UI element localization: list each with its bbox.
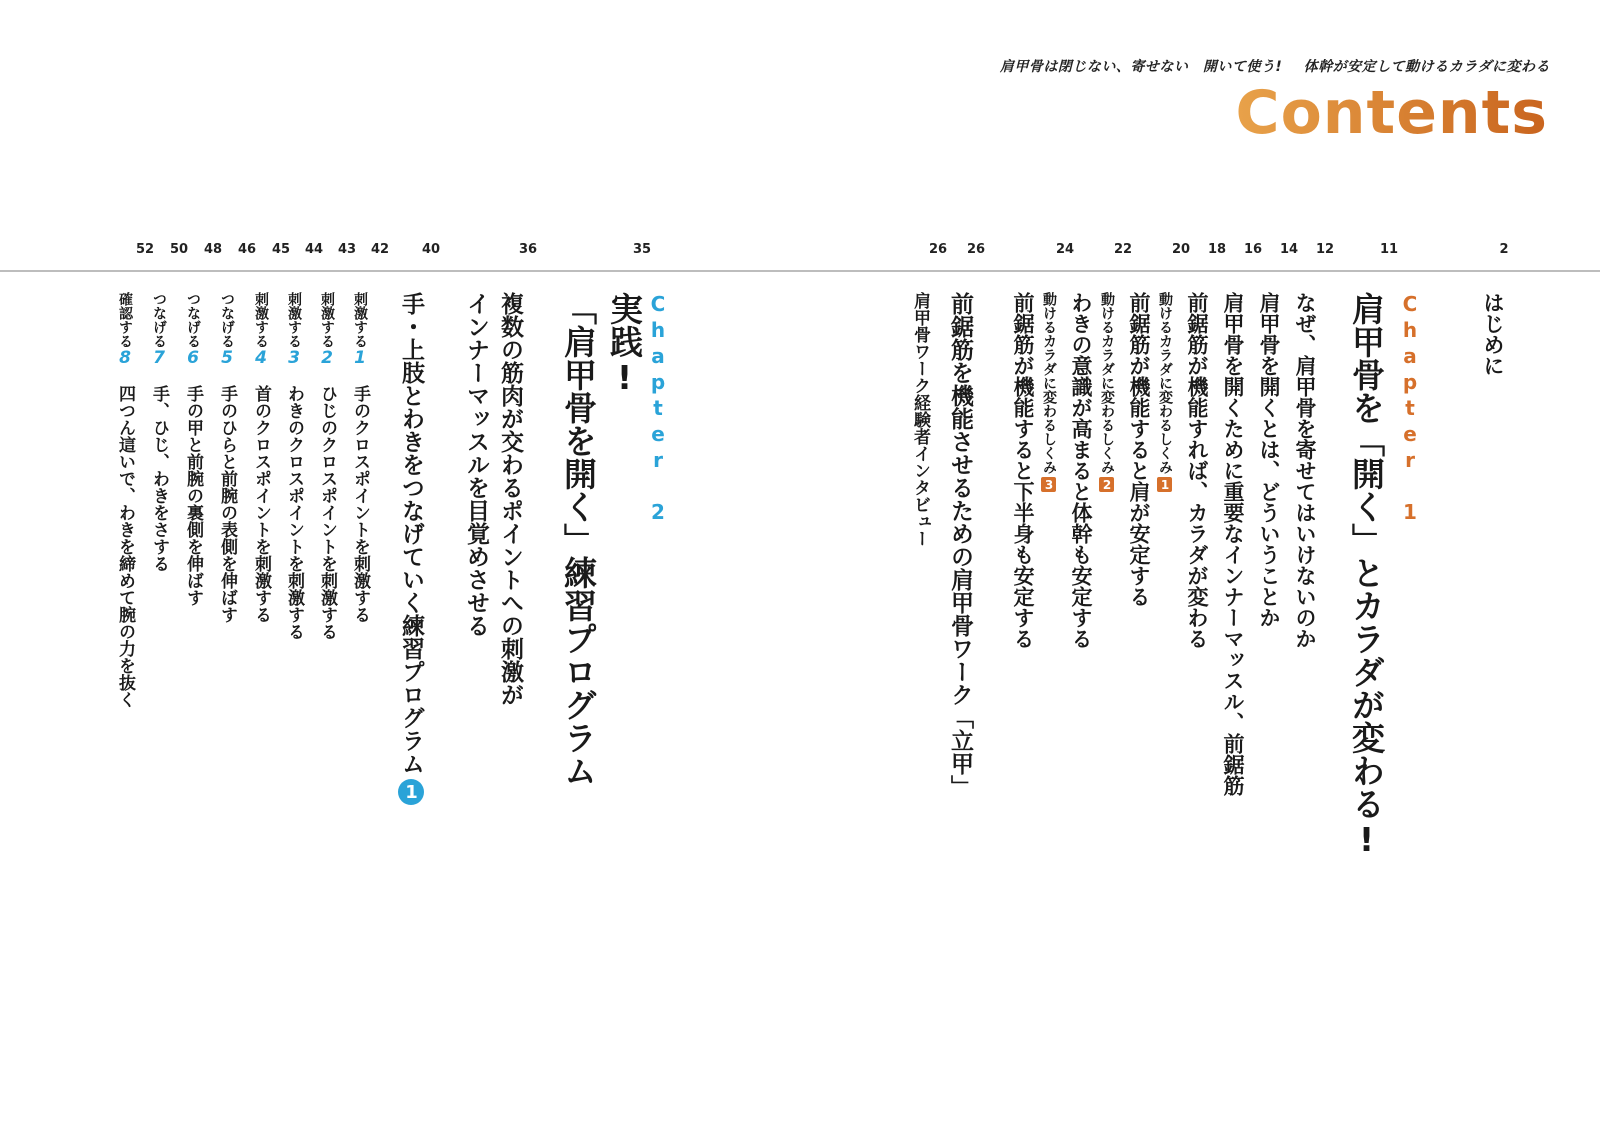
toc-exercise[interactable]	[351, 292, 368, 623]
exercise-prefix: つなげる	[151, 292, 167, 348]
toc-entry-line1[interactable]: 複数の筋肉が交わるポイントへの刺激が	[497, 292, 523, 706]
toc-exercise[interactable]	[218, 292, 235, 623]
page-number: 14	[1279, 242, 1299, 257]
exercise-prefix: 確認する	[117, 292, 133, 348]
toc-exercise[interactable]	[318, 292, 335, 640]
toc-exercise[interactable]	[285, 292, 302, 640]
page-number: 45	[271, 242, 291, 257]
exercise-title: わきのクロスポイントを刺激する	[284, 385, 304, 640]
page-number: 40	[421, 242, 441, 257]
subtitle-right: 体幹が安定して動けるカラダに変わる	[1303, 59, 1550, 75]
toc-entry-introduction[interactable]: はじめに	[1481, 292, 1505, 376]
page-number: 52	[135, 242, 155, 257]
page-number: 20	[1171, 242, 1191, 257]
page-number: 42	[370, 242, 390, 257]
book-subtitle	[984, 56, 1550, 76]
toc-exercise[interactable]	[116, 292, 133, 708]
toc-entry[interactable]: わきの意識が高まると体幹も安定する	[1069, 292, 1093, 649]
toc-subhead[interactable]	[1157, 292, 1172, 492]
page-number: 44	[304, 242, 324, 257]
exercise-prefix: つなげる	[185, 292, 201, 348]
page-number: 26	[966, 242, 986, 257]
exercise-prefix: 刺激する	[253, 292, 269, 348]
exercise-title: 手、ひじ、わきをさする	[149, 385, 169, 572]
exercise-number: 5	[217, 348, 237, 368]
toc-entry[interactable]: 前鋸筋が機能すれば、カラダが変わる	[1185, 292, 1209, 649]
exercise-number: 7	[149, 348, 169, 368]
toc-entry[interactable]: 肩甲骨を開くとは、どういうことか	[1257, 292, 1281, 628]
page-number: 50	[169, 242, 189, 257]
toc-entry-program[interactable]	[398, 292, 424, 805]
page-title: Contents	[1235, 78, 1548, 148]
subhead-number-badge: 1	[1158, 477, 1172, 492]
exercise-number: 2	[317, 348, 337, 368]
toc-entry-chapter-1-title[interactable]: 肩甲骨を「開く」とカラダが変わる!	[1347, 292, 1386, 859]
toc-exercise[interactable]	[184, 292, 201, 606]
toc-entry[interactable]: 前鋸筋を機能させるための肩甲骨ワーク「立甲」	[947, 292, 973, 798]
exercise-title: 手のクロスポイントを刺激する	[350, 385, 370, 623]
exercise-number: 8	[115, 348, 135, 368]
toc-entry[interactable]: なぜ、肩甲骨を寄せてはいけないのか	[1293, 292, 1317, 649]
exercise-title: 手のひらと前腕の表側を伸ばす	[217, 385, 237, 623]
page-number: 18	[1207, 242, 1227, 257]
page-number: 2	[1499, 242, 1509, 257]
page-number: 11	[1379, 242, 1399, 257]
toc-entry-line2[interactable]: インナーマッスルを目覚めさせる	[463, 292, 489, 637]
chapter-2-label: Chapter 2	[646, 292, 670, 526]
header-divider	[0, 270, 1600, 272]
exercise-title: 首のクロスポイントを刺激する	[251, 385, 271, 623]
toc-entry[interactable]: 肩甲骨ワーク経験者インタビュー	[910, 292, 930, 547]
page-number: 22	[1113, 242, 1133, 257]
toc-entry-chapter-2-title-line1[interactable]: 実践!	[605, 292, 644, 397]
toc-entry-chapter-2-title-line2[interactable]: 「肩甲骨を開く」練習プログラム	[559, 292, 598, 787]
exercise-prefix: つなげる	[219, 292, 235, 348]
exercise-number: 6	[183, 348, 203, 368]
page-number: 16	[1243, 242, 1263, 257]
page-number: 35	[632, 242, 652, 257]
toc-subhead[interactable]	[1099, 292, 1114, 492]
exercise-prefix: 刺激する	[352, 292, 368, 348]
toc-exercise[interactable]	[252, 292, 269, 623]
subhead-label: 動けるカラダに変わるしくみ	[1041, 292, 1057, 474]
exercise-number: 3	[284, 348, 304, 368]
page-number: 26	[928, 242, 948, 257]
subhead-label: 動けるカラダに変わるしくみ	[1157, 292, 1173, 474]
subhead-number-badge: 3	[1042, 477, 1056, 492]
page-number: 12	[1315, 242, 1335, 257]
chapter-1-label: Chapter 1	[1398, 292, 1422, 526]
page-number: 43	[337, 242, 357, 257]
toc-entry[interactable]: 前鋸筋が機能すると肩が安定する	[1127, 292, 1151, 607]
page-number: 36	[518, 242, 538, 257]
toc-entry[interactable]: 前鋸筋が機能すると下半身も安定する	[1011, 292, 1035, 649]
exercise-title: 四つん這いで、わきを締めて腕の力を抜く	[115, 385, 135, 708]
subtitle-left: 肩甲骨は閉じない、寄せない 開いて使う!	[999, 59, 1283, 75]
page-number: 24	[1055, 242, 1075, 257]
program-number-badge: 1	[398, 779, 424, 805]
exercise-prefix: 刺激する	[286, 292, 302, 348]
page-number: 46	[237, 242, 257, 257]
exercise-number: 4	[251, 348, 271, 368]
subhead-number-badge: 2	[1100, 477, 1114, 492]
subhead-label: 動けるカラダに変わるしくみ	[1099, 292, 1115, 474]
exercise-number: 1	[350, 348, 370, 368]
toc-subhead[interactable]	[1041, 292, 1056, 492]
exercise-title: ひじのクロスポイントを刺激する	[317, 385, 337, 640]
toc-entry[interactable]: 肩甲骨を開くために重要なインナーマッスル、前鋸筋	[1221, 292, 1245, 796]
page-number: 48	[203, 242, 223, 257]
program-title: 手・上肢とわきをつなげていく練習プログラム	[398, 292, 424, 775]
exercise-prefix: 刺激する	[319, 292, 335, 348]
exercise-title: 手の甲と前腕の裏側を伸ばす	[183, 385, 203, 606]
toc-exercise[interactable]	[150, 292, 167, 572]
